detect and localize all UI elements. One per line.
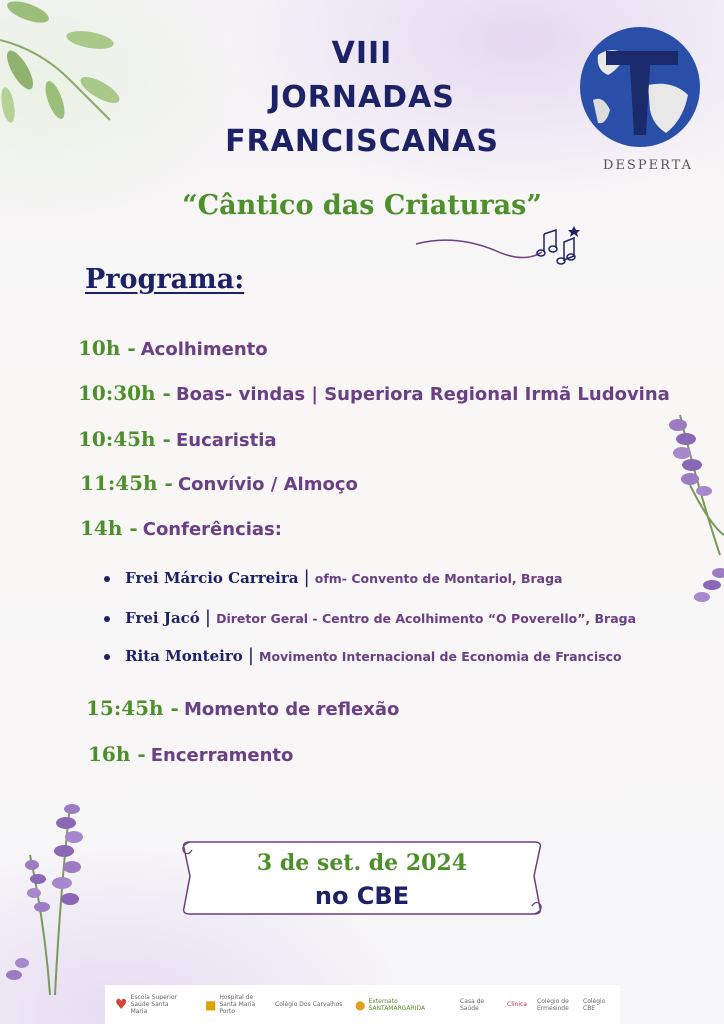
- schedule-row: [80, 471, 358, 495]
- speaker-name: Rita Monteiro: [125, 647, 243, 665]
- logo-label: DESPERTA: [603, 158, 693, 173]
- schedule-row: [80, 516, 282, 540]
- sponsor-logo: [583, 985, 617, 1024]
- event-venue: no CBE: [314, 882, 410, 910]
- globe-tau-logo-icon: [578, 25, 702, 153]
- sponsor-logo: [205, 985, 265, 1024]
- bullet-icon: [104, 654, 110, 660]
- music-notes-icon: [414, 222, 584, 272]
- sponsor-icon: ■: [205, 997, 217, 1012]
- speaker-role: Movimento Internacional de Economia de Francisco: [259, 649, 622, 664]
- event-date: 3 de set. de 2024: [256, 850, 468, 876]
- sponsor-name: Clínica: [507, 1001, 527, 1008]
- sponsor-strip: [105, 985, 620, 1024]
- speaker-item: [104, 607, 636, 628]
- schedule-activity: Conferências:: [142, 519, 282, 540]
- sponsor-name: Colégio de Ermesinde: [537, 997, 569, 1012]
- title-line-2: JORNADAS: [269, 80, 455, 115]
- sponsor-logo: [115, 985, 185, 1024]
- sponsor-name: Hospital de Santa Maria Porto: [219, 994, 256, 1015]
- sponsor-logo: [275, 985, 345, 1024]
- schedule-row: [78, 381, 670, 405]
- schedule-time: 10:45h -: [78, 427, 171, 451]
- separator: |: [303, 567, 310, 588]
- speaker-name: Frei Jacó: [125, 609, 200, 627]
- schedule-activity: Acolhimento: [140, 339, 268, 360]
- bullet-icon: [104, 616, 110, 622]
- separator: |: [204, 607, 211, 628]
- schedule-time: 14h -: [80, 516, 138, 540]
- speaker-role: ofm- Convento de Montariol, Braga: [314, 571, 563, 586]
- title-line-1: VIII: [331, 36, 393, 71]
- sponsor-logo: [460, 985, 495, 1024]
- speaker-item: [104, 645, 622, 666]
- schedule-time: 10h -: [78, 336, 136, 360]
- separator: |: [247, 645, 254, 666]
- sponsor-name: Colégio Dos Carvalhos: [275, 1001, 343, 1008]
- schedule-time: 15:45h -: [86, 696, 179, 720]
- schedule-activity: Encerramento: [150, 745, 294, 766]
- subtitle: “Cântico das Criaturas”: [182, 190, 542, 221]
- sponsor-name: Externato SANTAMARGARIDA: [368, 997, 426, 1012]
- schedule-activity: Convívio / Almoço: [177, 474, 358, 495]
- schedule-activity: Boas- vindas | Superiora Regional Irmã Ludovina: [175, 384, 670, 405]
- speaker-name: Frei Márcio Carreira: [125, 569, 299, 587]
- sponsor-logo: [355, 985, 445, 1024]
- schedule-time: 16h -: [88, 742, 146, 766]
- lavender-right-icon: [660, 405, 724, 630]
- schedule-time: 11:45h -: [80, 471, 173, 495]
- sponsor-icon: ●: [355, 997, 366, 1012]
- heart-icon: ♥: [115, 996, 128, 1013]
- schedule-row: [86, 696, 399, 720]
- speaker-item: [104, 567, 562, 588]
- bullet-icon: [104, 576, 110, 582]
- schedule-activity: Eucaristia: [175, 430, 277, 451]
- schedule-row: [88, 742, 293, 766]
- schedule-row: [78, 336, 268, 360]
- schedule-activity: Momento de reflexão: [183, 699, 400, 720]
- schedule-row: [78, 427, 277, 451]
- title-line-3: FRANCISCANAS: [225, 124, 499, 159]
- speaker-role: Diretor Geral - Centro de Acolhimento “O Poverello”, Braga: [216, 611, 637, 626]
- sponsor-name: Casa de Saúde: [460, 997, 485, 1012]
- sponsor-logo: [507, 985, 532, 1024]
- sponsor-logo: [537, 985, 577, 1024]
- schedule-time: 10:30h -: [78, 381, 171, 405]
- lavender-left-icon: [0, 795, 110, 995]
- sponsor-name: Colégio CBE: [583, 997, 606, 1012]
- program-heading: Programa:: [85, 264, 245, 295]
- sponsor-name: Escola Superior Saúde Santa Maria: [130, 994, 178, 1015]
